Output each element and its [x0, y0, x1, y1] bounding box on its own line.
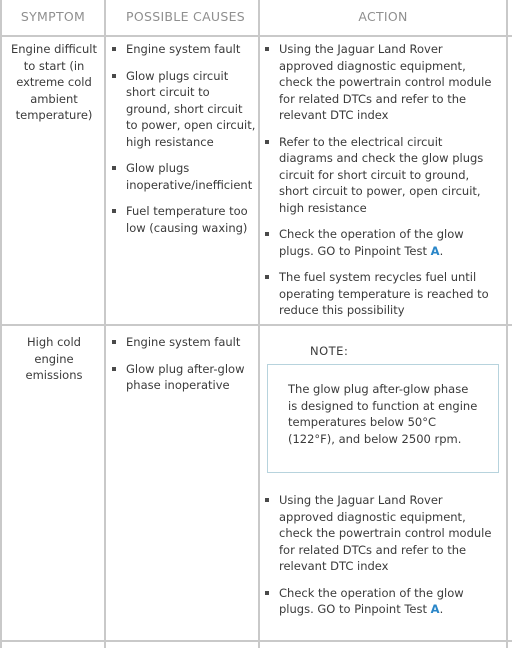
- list-item: [110, 68, 256, 151]
- bullet-icon: [265, 275, 269, 279]
- bullet-icon: [112, 209, 116, 213]
- bullet-icon: [112, 47, 116, 51]
- cause-text: Glow plugs circuit short circuit to ground, short circuit to power, open circuit, high resistance: [126, 68, 256, 149]
- action-text: Check the operation of the glow plugs. GO to Pinpoint Test: [279, 585, 464, 616]
- note-title: NOTE:: [310, 344, 349, 358]
- list-item: [263, 226, 499, 259]
- bullet-icon: [265, 498, 269, 502]
- list-item: [110, 41, 256, 58]
- list-item: [263, 41, 499, 124]
- note-text: The glow plug after-glow phase is designed to function at engine temperatures below 50°C (122°F), and below 2500 rpm.: [288, 382, 478, 446]
- cause-text: Fuel temperature too low (causing waxing): [126, 204, 248, 235]
- list-item: [110, 203, 256, 236]
- list-item: [263, 134, 499, 217]
- action-text: Using the Jaguar Land Rover approved diagnostic equipment, check the powertrain control module for related DTCs and refer to the relevant DTC index: [279, 42, 492, 122]
- grid-line: [0, 0, 2, 648]
- bullet-icon: [112, 367, 116, 371]
- header-action: ACTION: [358, 9, 408, 24]
- bullet-icon: [112, 340, 116, 344]
- causes-cell: [110, 41, 256, 236]
- causes-cell: [110, 334, 256, 394]
- grid-line: [104, 0, 106, 648]
- bullet-icon: [265, 140, 269, 144]
- bullet-icon: [112, 74, 116, 78]
- action-text: Refer to the electrical circuit diagrams and check the glow plugs circuit for short circuit to ground, short circuit to power, open circuit, high resistance: [279, 134, 484, 215]
- symptom-cell: Engine difficult to start (in extreme cold ambient temperature): [11, 42, 97, 122]
- action-text: The fuel system recycles fuel until operating temperature is reached to reduce this possibility: [279, 270, 489, 317]
- action-text: Check the operation of the glow plugs. GO to Pinpoint Test: [279, 227, 464, 258]
- grid-line: [0, 640, 512, 642]
- cause-text: Glow plug after-glow phase inoperative: [126, 361, 245, 392]
- action-text-tail: .: [439, 602, 444, 616]
- bullet-icon: [265, 232, 269, 236]
- list-item: [263, 492, 499, 575]
- grid-line: [258, 0, 260, 648]
- list-item: [263, 269, 499, 319]
- bullet-icon: [265, 591, 269, 595]
- symptom-cell: High cold engine emissions: [25, 335, 83, 382]
- action-cell: [263, 492, 499, 618]
- action-text-tail: .: [439, 243, 444, 258]
- cause-text: Engine system fault: [126, 335, 241, 349]
- grid-line: [0, 324, 512, 326]
- cause-text: Engine system fault: [126, 42, 241, 56]
- list-item: [263, 585, 499, 618]
- cause-text: Glow plugs inoperative/inefficient: [126, 161, 253, 192]
- action-text: Using the Jaguar Land Rover approved diagnostic equipment, check the powertrain control module for related DTCs and refer to the relevant DTC index: [279, 493, 492, 573]
- action-cell: [263, 41, 499, 319]
- list-item: [110, 334, 256, 351]
- grid-line: [506, 0, 508, 648]
- pinpoint-test-link[interactable]: A: [430, 243, 440, 258]
- bullet-icon: [112, 166, 116, 170]
- grid-line: [0, 35, 512, 37]
- header-possible-causes: POSSIBLE CAUSES: [126, 9, 246, 24]
- header-symptom: SYMPTOM: [20, 9, 86, 24]
- note-box: [267, 364, 499, 473]
- pinpoint-test-link[interactable]: A: [430, 602, 440, 616]
- bullet-icon: [265, 47, 269, 51]
- list-item: [110, 361, 256, 394]
- list-item: [110, 160, 256, 193]
